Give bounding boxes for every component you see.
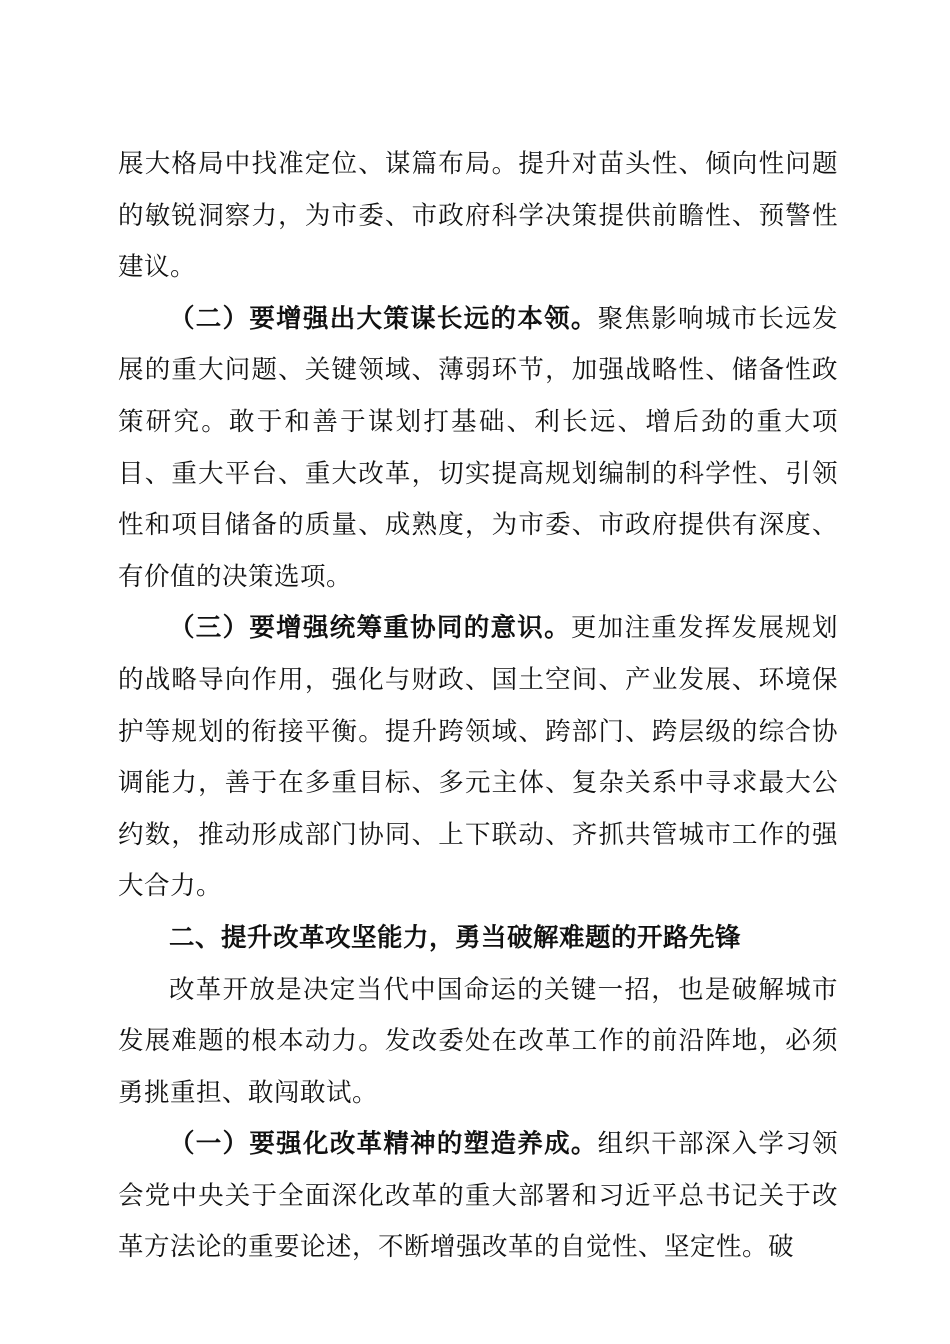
- paragraph-text: 聚焦影响城市长远发展的重大问题、关键领域、薄弱环节，加强战略性、储备性政策研究。敢于和善于谋划打基础、利长远、增后劲的重大项目、重大平台、重大改革，切实提高规划编制的科学性、引领性和项目储备的质量、成熟度，为市委、市政府提供有深度、有价值的决策选项。: [118, 303, 838, 592]
- subsection-lead: （一）要强化改革精神的塑造养成。: [169, 1129, 598, 1160]
- paragraph-subsection-1: [118, 1119, 838, 1274]
- document-page: [118, 139, 838, 1274]
- paragraph-subsection-3: [118, 603, 838, 913]
- subsection-lead: （二）要增强出大策谋长远的本领。: [169, 303, 598, 334]
- paragraph-text: 更加注重发挥发展规划的战略导向作用，强化与财政、国土空间、产业发展、环境保护等规划的衔接平衡。提升跨领域、跨部门、跨层级的综合协调能力，善于在多重目标、多元主体、复杂关系中寻求最大公约数，推动形成部门协同、上下联动、齐抓共管城市工作的强大合力。: [118, 613, 838, 902]
- paragraph-continued: [118, 139, 838, 294]
- paragraph-text: 展大格局中找准定位、谋篇布局。提升对苗头性、倾向性问题的敏锐洞察力，为市委、市政府科学决策提供前瞻性、预警性建议。: [118, 149, 838, 283]
- paragraph-text: 组织干部深入学习领会党中央关于全面深化改革的重大部署和习近平总书记关于改革方法论的重要论述，不断增强改革的自觉性、坚定性。破: [118, 1129, 838, 1263]
- subsection-lead: （三）要增强统筹重协同的意识。: [169, 613, 571, 644]
- section-heading: 二、提升改革攻坚能力，勇当破解难题的开路先锋: [169, 922, 742, 953]
- section-intro-paragraph: [118, 965, 838, 1120]
- paragraph-text: 改革开放是决定当代中国命运的关键一招，也是破解城市发展难题的根本动力。发改委处在改革工作的前沿阵地，必须勇挑重担、敢闯敢试。: [118, 974, 838, 1108]
- paragraph-subsection-2: [118, 294, 838, 604]
